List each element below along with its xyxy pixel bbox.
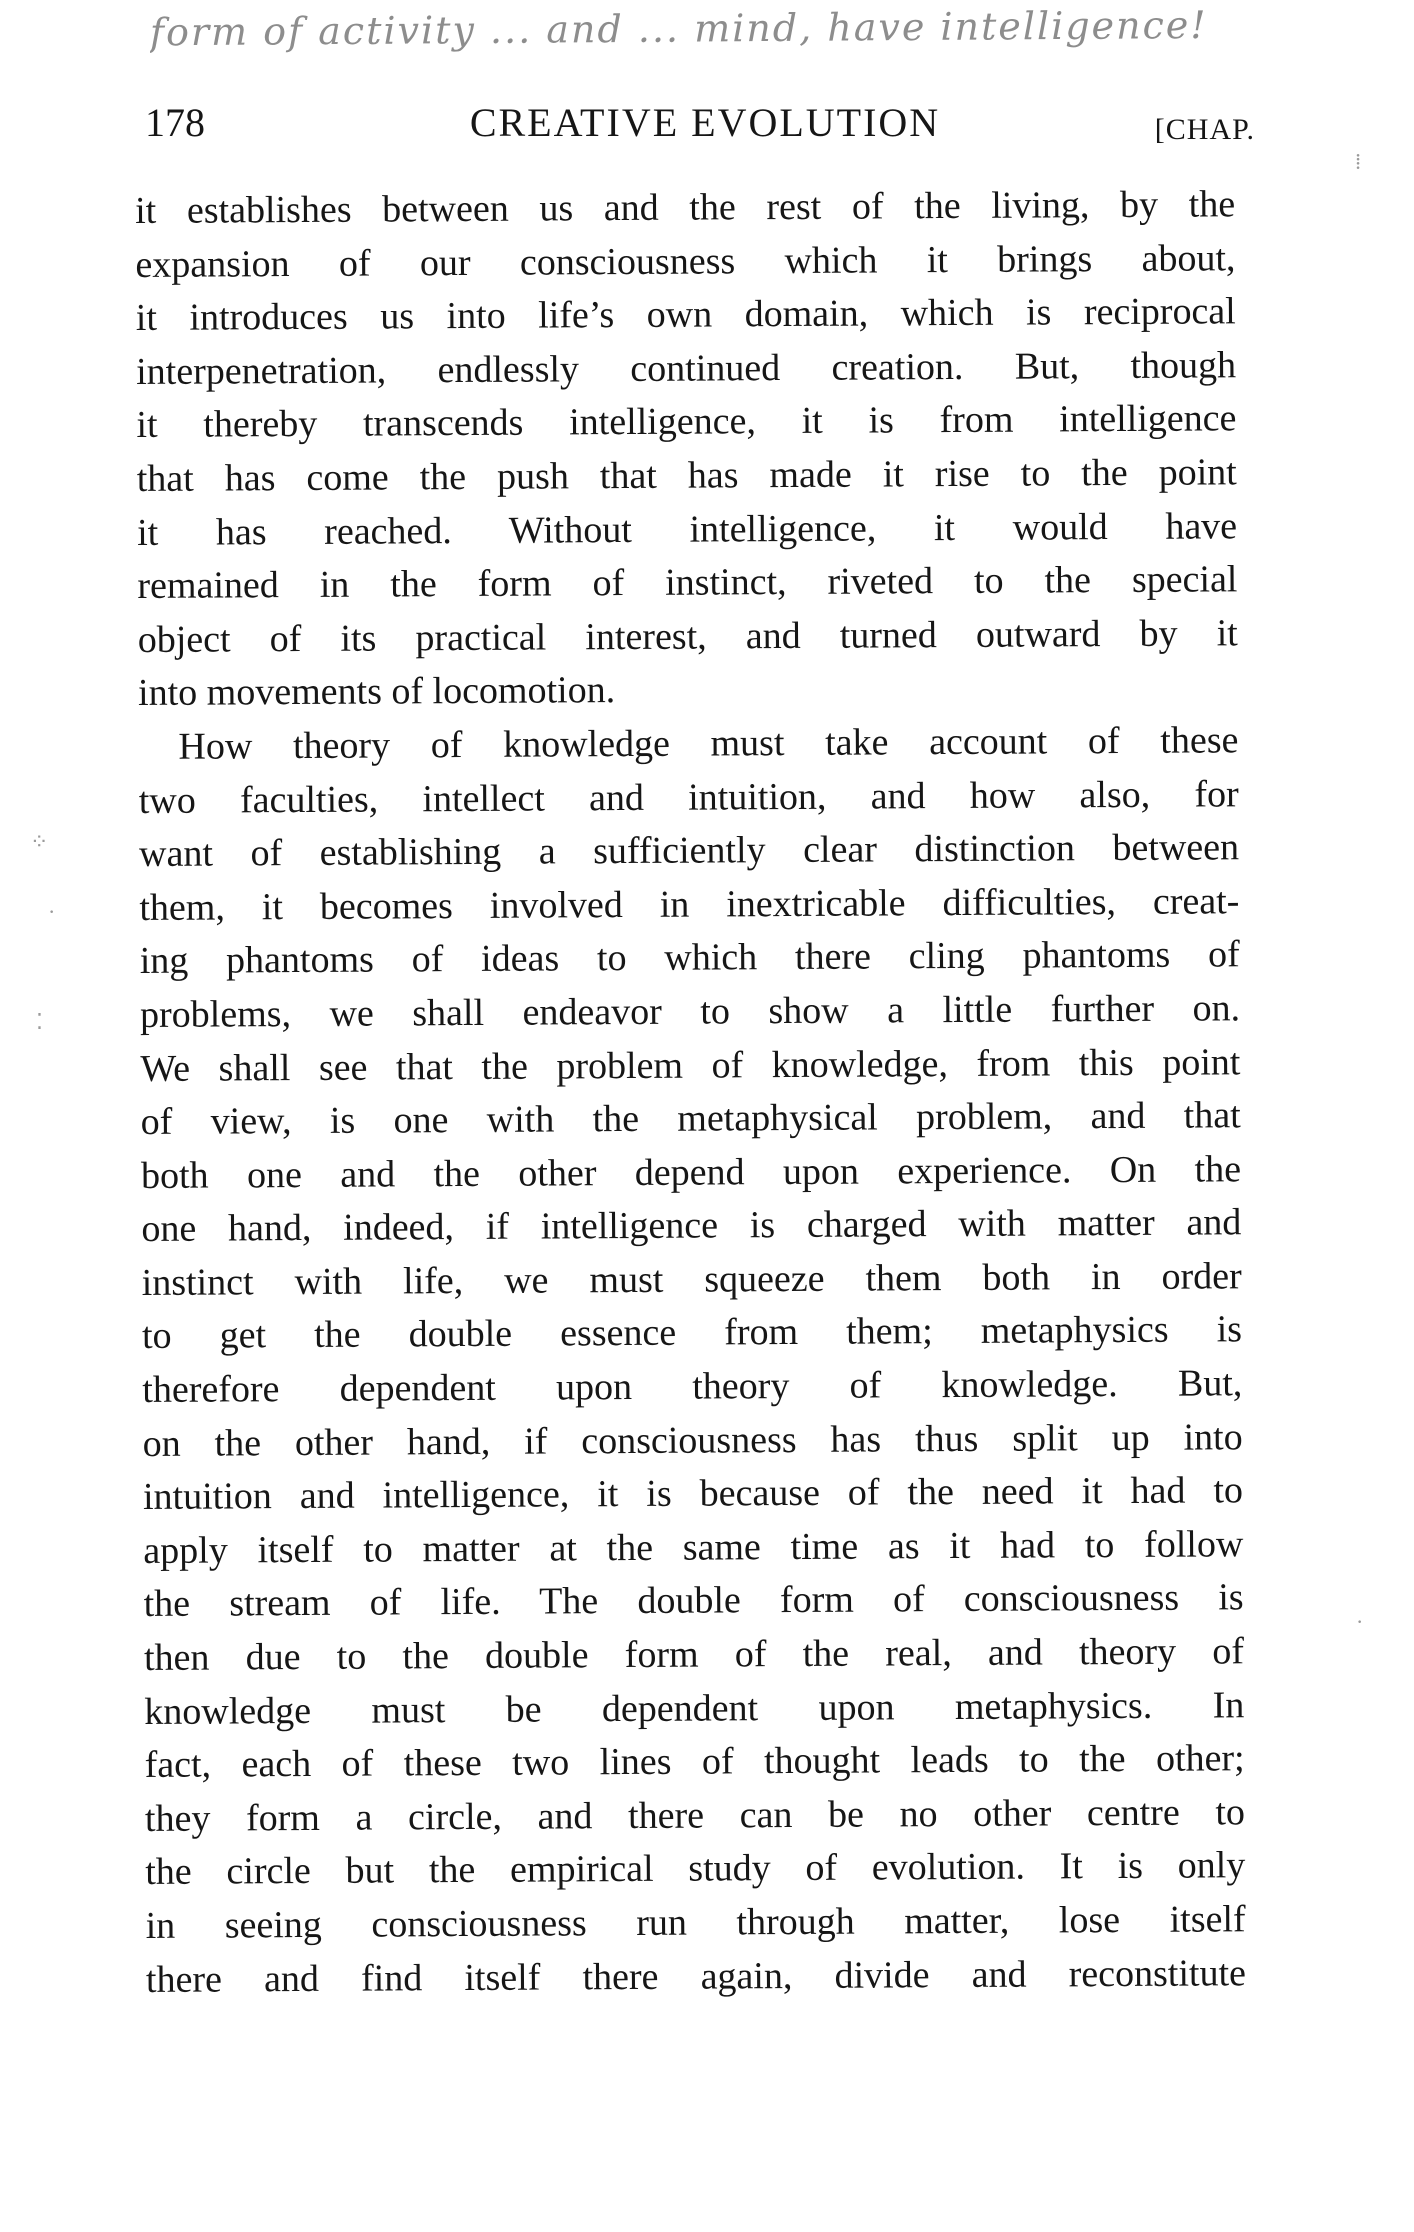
text-line: How theory of knowledge must take account of these (178, 719, 1239, 768)
text-line: interpenetration, endlessly continued creation. But, though (136, 344, 1237, 393)
text-line: them, it becomes involved in inextricable difficulties, creat- (139, 879, 1240, 929)
text-line: it has reached. Without intelligence, it would have (136, 504, 1238, 554)
text-line: both one and the other depend upon experience. On the (140, 1147, 1242, 1197)
text-line: ing phantoms of ideas to which there cling phantoms of (139, 933, 1240, 983)
text-line: into movements of locomotion. (137, 669, 616, 715)
text-line: on the other hand, if consciousness has thus split up into (142, 1415, 1243, 1465)
text-line: two faculties, intellect and intuition, and how also, for (138, 772, 1239, 822)
margin-speck: ⁞ (1355, 149, 1362, 174)
handwritten-annotation: form of activity ... and ... mind, have intelligence! (149, 2, 1208, 55)
chapter-mark: [CHAP. (1154, 113, 1255, 146)
text-line: it introduces us into life’s own domain, which is reciprocal (135, 290, 1236, 340)
text-line: expansion of our consciousness which it brings about, (135, 236, 1236, 286)
text-line: instinct with life, we must squeeze them both in order (141, 1255, 1242, 1304)
running-title: CREATIVE EVOLUTION (469, 100, 941, 145)
text-line: fact, each of these two lines of thought leads to the other; (144, 1737, 1245, 1787)
text-line: We shall see that the problem of knowledge, from this point (140, 1040, 1241, 1090)
text-line: one hand, indeed, if intelligence is charged with matter and (141, 1201, 1242, 1251)
text-line: apply itself to matter at the same time as it had to follow (143, 1523, 1244, 1572)
text-line: problems, we shall endeavor to show a little further on. (139, 987, 1241, 1036)
text-line: object of its practical interest, and turned outward by it (137, 612, 1238, 661)
paragraph-1 (135, 178, 1238, 721)
text-line: intuition and intelligence, it is because of the need it had to (142, 1469, 1244, 1519)
text-line: they form a circle, and there can be no other centre to (144, 1791, 1246, 1840)
text-line: remained in the form of instinct, riveted to the special (137, 558, 1238, 608)
text-line: to get the double essence from them; metaphysics is (141, 1308, 1243, 1358)
text-line: therefore dependent upon theory of knowledge. But, (142, 1362, 1243, 1412)
margin-speck: ⁘ (30, 829, 49, 854)
text-line: want of establishing a sufficiently clear distinction between (138, 826, 1240, 876)
text-line: it thereby transcends intelligence, it is from intelligence (136, 397, 1237, 447)
text-line: the stream of life. The double form of consciousness is (143, 1576, 1244, 1626)
page-number: 178 (145, 100, 205, 145)
margin-speck: ⁚ (36, 1009, 43, 1034)
text-line: that has come the push that has made it rise to the point (136, 451, 1237, 500)
body-text (135, 178, 1246, 2007)
text-line: the circle but the empirical study of evolution. It is only (145, 1844, 1246, 1894)
page-header (145, 98, 1255, 158)
text-line: in seeing consciousness run through matter, lose itself (145, 1898, 1246, 1947)
text-line: it establishes between us and the rest of the living, by the (135, 183, 1236, 232)
text-line: of view, is one with the metaphysical problem, and that (140, 1094, 1241, 1144)
margin-speck: · (1356, 1609, 1364, 1634)
paragraph-2 (138, 714, 1246, 2007)
text-line: knowledge must be dependent upon metaphysics. In (144, 1683, 1245, 1733)
text-line: there and find itself there again, divide and reconstitute (145, 1951, 1247, 2001)
text-line: then due to the double form of the real, and theory of (143, 1630, 1245, 1680)
margin-speck: · (48, 899, 56, 924)
